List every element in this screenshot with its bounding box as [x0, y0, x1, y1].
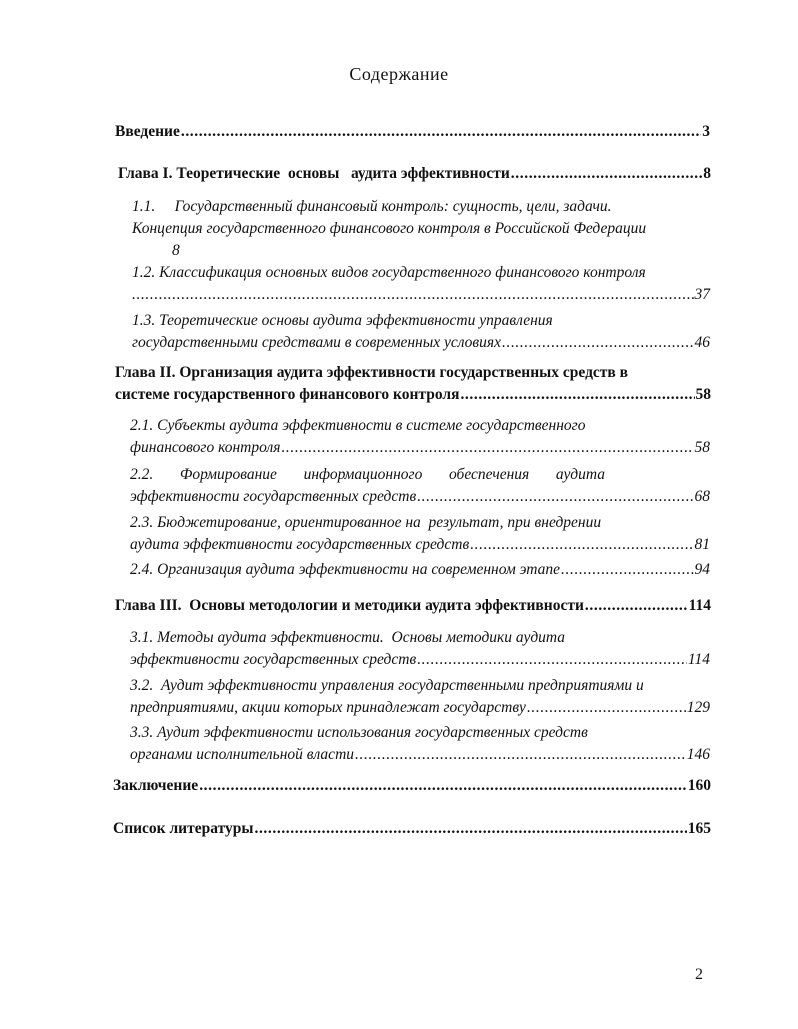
toc-entry-text: финансового контроля: [130, 439, 281, 456]
toc-entry-text: 2.3. Бюджетирование, ориентированное на результат, при внедрении: [130, 514, 602, 531]
toc-entry-chapter-1: [118, 163, 711, 185]
dot-leader: [527, 697, 686, 719]
toc-entry-section-1-3: [132, 310, 710, 354]
toc-entry-text: Список литературы: [113, 820, 254, 837]
toc-entry-text: Глава III. Основы методологии и методики аудита эффективности: [115, 597, 584, 614]
toc-entry-text: 2.2. Формирование информационного обеспечения аудита: [130, 466, 605, 483]
toc-page-number: 129: [686, 699, 710, 716]
toc-entry-introduction: [115, 121, 710, 143]
toc-page-number: 165: [687, 820, 711, 837]
toc-entry-section-2-4: [130, 559, 710, 581]
toc-page-number: 94: [694, 561, 710, 578]
toc-entry-section-1-1: [132, 196, 712, 262]
toc-entry-text: 3.1. Методы аудита эффективности. Основы методики аудита: [130, 629, 566, 646]
toc-entry-text: Введение: [115, 123, 180, 140]
toc-entry-section-1-2: [132, 262, 710, 306]
toc-entry-text: 1.1. Государственный финансовый контроль: сущность, цели, задачи.: [132, 198, 612, 215]
dot-leader: [417, 486, 693, 508]
toc-entry-text: органами исполнительной власти: [130, 746, 355, 763]
dot-leader: [561, 559, 693, 581]
dot-leader: [511, 163, 702, 185]
toc-entry-section-3-3: [130, 722, 710, 766]
dot-leader: [355, 744, 686, 766]
toc-entry-text: Глава II. Организация аудита эффективности государственных средств в: [115, 364, 629, 381]
toc-entry-text: 1.2. Классификация основных видов государственного финансового контроля: [132, 264, 646, 281]
page-number: 2: [695, 966, 703, 983]
toc-page-number: 58: [695, 386, 711, 403]
toc-entry-section-3-2: [130, 675, 710, 719]
page-title: Содержание: [349, 64, 449, 84]
toc-entry-text: Глава I. Теоретические основы аудита эффективности: [118, 165, 510, 182]
toc-page-number: 160: [687, 777, 711, 794]
toc-page-number: 58: [694, 439, 710, 456]
toc-entry-conclusion: [113, 775, 711, 797]
dot-leader: [132, 284, 694, 306]
toc-entry-text: Заключение: [113, 777, 199, 794]
dot-leader: [460, 384, 694, 406]
toc-entry-text: Концепция государственного финансового контроля в Российской Федерации: [132, 220, 647, 237]
dot-leader: [470, 534, 693, 556]
toc-entry-text: системе государственного финансового контроля: [115, 386, 460, 403]
toc-page-number: 37: [694, 286, 710, 303]
toc-entry-text: государственными средствами в современных условиях: [132, 334, 501, 351]
dot-leader: [585, 595, 688, 617]
toc-page-number: 8: [703, 165, 711, 182]
toc-entry-text: 3.3. Аудит эффективности использования государственных средств: [130, 724, 588, 741]
toc-entry-section-3-1: [130, 627, 710, 671]
toc-page-number: 81: [694, 536, 710, 553]
toc-entry-chapter-3: [115, 595, 711, 617]
toc-page-number: 114: [687, 651, 710, 668]
toc-entry-text: 1.3. Теоретические основы аудита эффективности управления: [132, 312, 553, 329]
toc-page-number: 8: [172, 242, 180, 259]
toc-entry-text: 2.4. Организация аудита эффективности на современном этапе: [130, 561, 561, 578]
toc-page-number: 46: [694, 334, 710, 351]
toc-entry-section-2-2: [130, 464, 710, 508]
dot-leader: [502, 332, 694, 354]
toc-entry-text: эффективности государственных средств: [130, 651, 417, 668]
dot-leader: [181, 121, 701, 143]
toc-entry-text: эффективности государственных средств: [130, 488, 417, 505]
toc-entry-text: аудита эффективности государственных средств: [130, 536, 470, 553]
toc-entry-text: 3.2. Аудит эффективности управления государственными предприятиями и: [130, 677, 644, 694]
toc-entry-text: предприятиями, акции которых принадлежат государству: [130, 699, 526, 716]
dot-leader: [417, 649, 687, 671]
toc-page-number: 146: [686, 746, 710, 763]
toc-page-number: 3: [702, 123, 710, 140]
toc-entry-section-2-1: [130, 415, 710, 459]
dot-leader: [254, 818, 686, 840]
toc-page-number: 68: [694, 488, 710, 505]
dot-leader: [199, 775, 687, 797]
dot-leader: [281, 437, 693, 459]
toc-entry-section-2-3: [130, 512, 710, 556]
toc-entry-references: [113, 818, 711, 840]
toc-entry-text: 2.1. Субъекты аудита эффективности в системе государственного: [130, 417, 586, 434]
toc-entry-chapter-2: [115, 362, 711, 406]
toc-page-number: 114: [688, 597, 711, 614]
